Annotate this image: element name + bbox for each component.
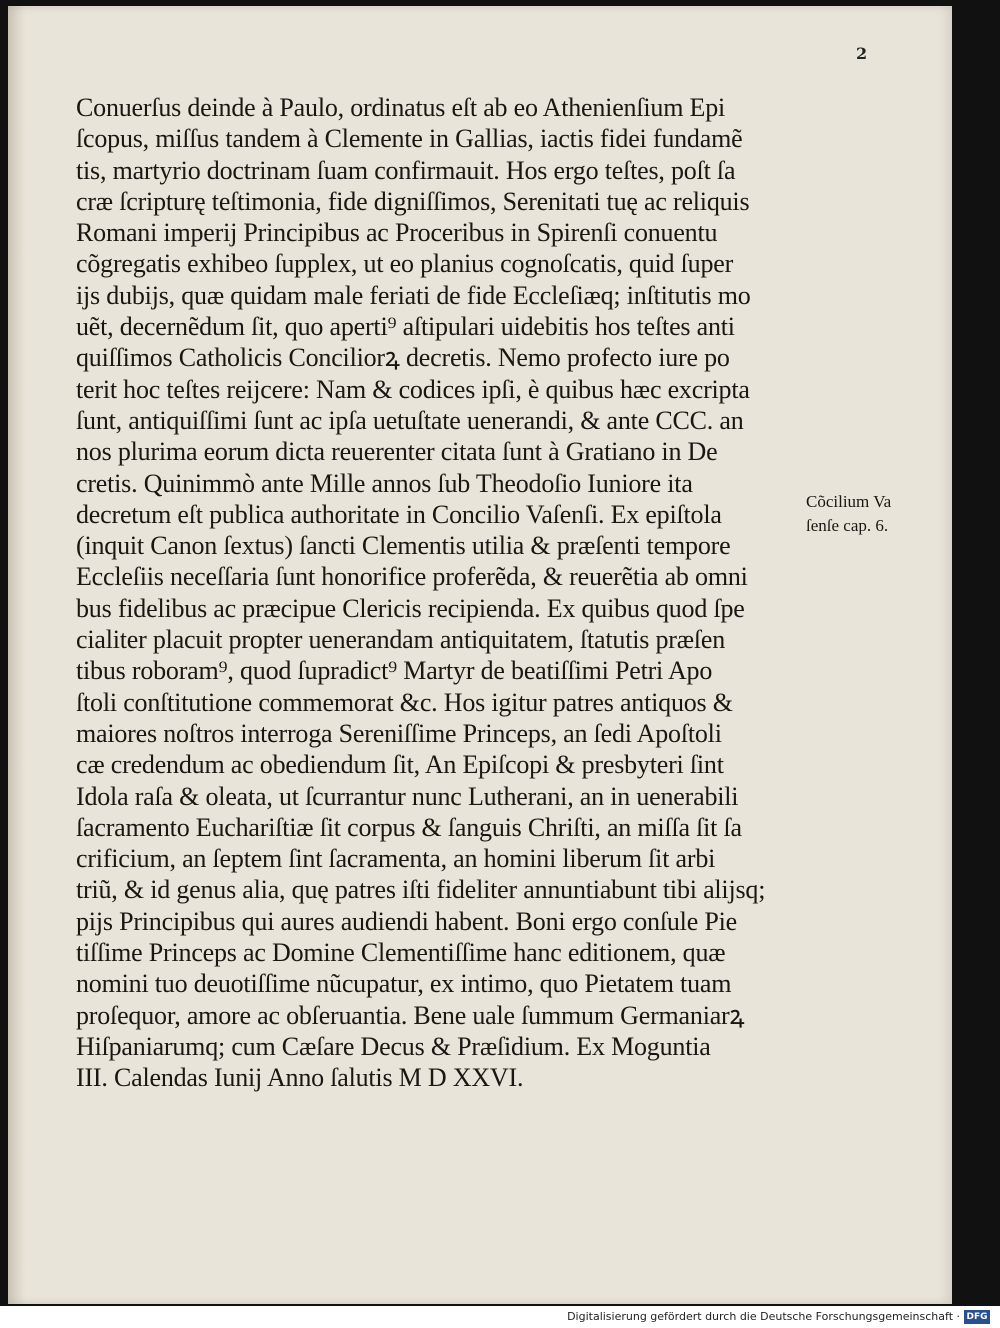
text-line: terit hoc teſtes reijcere: Nam & codices ipſi, è quibus hæc excripta (76, 374, 750, 404)
text-line: proſequor, amore ac obſeruantia. Bene uale ſummum Germaniarꝝ (76, 1000, 745, 1030)
text-line: Eccleſiis neceſſaria ſunt honorifice proferẽda, & reuerẽtia ab omni (76, 562, 748, 592)
text-line: nos plurima eorum dicta reuerenter citata ſunt à Gratiano in De (76, 437, 718, 467)
text-line: ſtoli conſtitutione commemorat &c. Hos igitur patres antiquos & (76, 687, 733, 717)
text-line: ijs dubijs, quæ quidam male feriati de fide Eccleſiæq; inſtitutis mo (76, 280, 751, 310)
margin-note-line: Cõcilium Va (806, 492, 892, 511)
text-line: tibus roboram⁹, quod ſupradict⁹ Martyr de beatiſſimi Petri Apo (76, 656, 713, 686)
text-line: triũ, & id genus alia, quę patres iſti fideliter annuntiabunt tibi alijsq; (76, 875, 766, 905)
text-line: cæ credendum ac obediendum ſit, An Epiſcopi & presbyteri ſint (76, 750, 724, 780)
text-line: ſunt, antiquiſſimi ſunt ac ipſa uetuſtate uenerandi, & ante CCC. an (76, 405, 744, 435)
margin-note (806, 490, 916, 538)
text-line: crificium, an ſeptem ſint ſacramenta, an homini liberum ſit arbi (76, 844, 716, 874)
text-line: ſcopus, miſſus tandem à Clemente in Gallias, iactis fidei fundamẽ (76, 124, 743, 154)
text-line: pijs Principibus qui aures audiendi habent. Boni ergo conſule Pie (76, 906, 737, 936)
text-line: cõgregatis exhibeo ſupplex, ut eo planius cognoſcatis, quid ſuper (76, 249, 734, 279)
digitization-credit: Digitalisierung gefördert durch die Deutsche Forschungsgemeinschaft · (567, 1310, 960, 1323)
page-marker: 2 (856, 44, 868, 63)
dfg-logo-icon: DFG (964, 1310, 990, 1324)
text-line: Idola raſa & oleata, ut ſcurrantur nunc Lutherani, an in uenerabili (76, 781, 739, 811)
text-line: uẽt, decernẽdum ſit, quo aperti⁹ aſtipulari uidebitis hos teſtes anti (76, 312, 735, 342)
text-line: Hiſpaniarumq; cum Cæſare Decus & Præſidium. Ex Moguntia (76, 1031, 711, 1061)
text-line: Romani imperij Principibus ac Proceribus in Spirenſi conuentu (76, 218, 718, 248)
margin-note-line: ſenſe cap. 6. (806, 516, 889, 535)
text-line: (inquit Canon ſextus) ſancti Clementis utilia & præſenti tempore (76, 531, 731, 561)
main-text-block (76, 92, 796, 1094)
text-line: quiſſimos Catholicis Conciliorꝝ decretis. Nemo profecto iure po (76, 343, 730, 373)
text-line: III. Calendas Iunij Anno ſalutis M D XXVI. (76, 1063, 524, 1093)
text-line: ſacramento Euchariſtiæ ſit corpus & ſanguis Chriſti, an miſſa ſit ſa (76, 812, 742, 842)
text-line: Conuerſus deinde à Paulo, ordinatus eſt ab eo Athenienſium Epi (76, 93, 726, 122)
text-line: tis, martyrio doctrinam ſuam confirmauit. Hos ergo teſtes, poſt ſa (76, 155, 736, 185)
text-line: cialiter placuit propter uenerandam antiquitatem, ſtatutis præſen (76, 625, 726, 655)
text-line: nomini tuo deuotiſſime nũcupatur, ex intimo, quo Pietatem tuam (76, 969, 732, 999)
footer-bar (0, 1306, 1000, 1328)
text-line: maiores noſtros interroga Sereniſſime Princeps, an ſedi Apoſtoli (76, 718, 722, 748)
text-line: cræ ſcripturę teſtimonia, fide digniſſimos, Serenitati tuę ac reliquis (76, 186, 750, 216)
text-line: tiſſime Princeps ac Domine Clementiſſime hanc editionem, quæ (76, 938, 726, 968)
book-page (8, 6, 952, 1304)
text-line: cretis. Quinimmò ante Mille annos ſub Theodoſio Iuniore ita (76, 468, 693, 498)
text-line: bus fidelibus ac præcipue Clericis recipienda. Ex quibus quod ſpe (76, 593, 745, 623)
text-line: decretum eſt publica authoritate in Concilio Vaſenſi. Ex epiſtola (76, 499, 722, 529)
